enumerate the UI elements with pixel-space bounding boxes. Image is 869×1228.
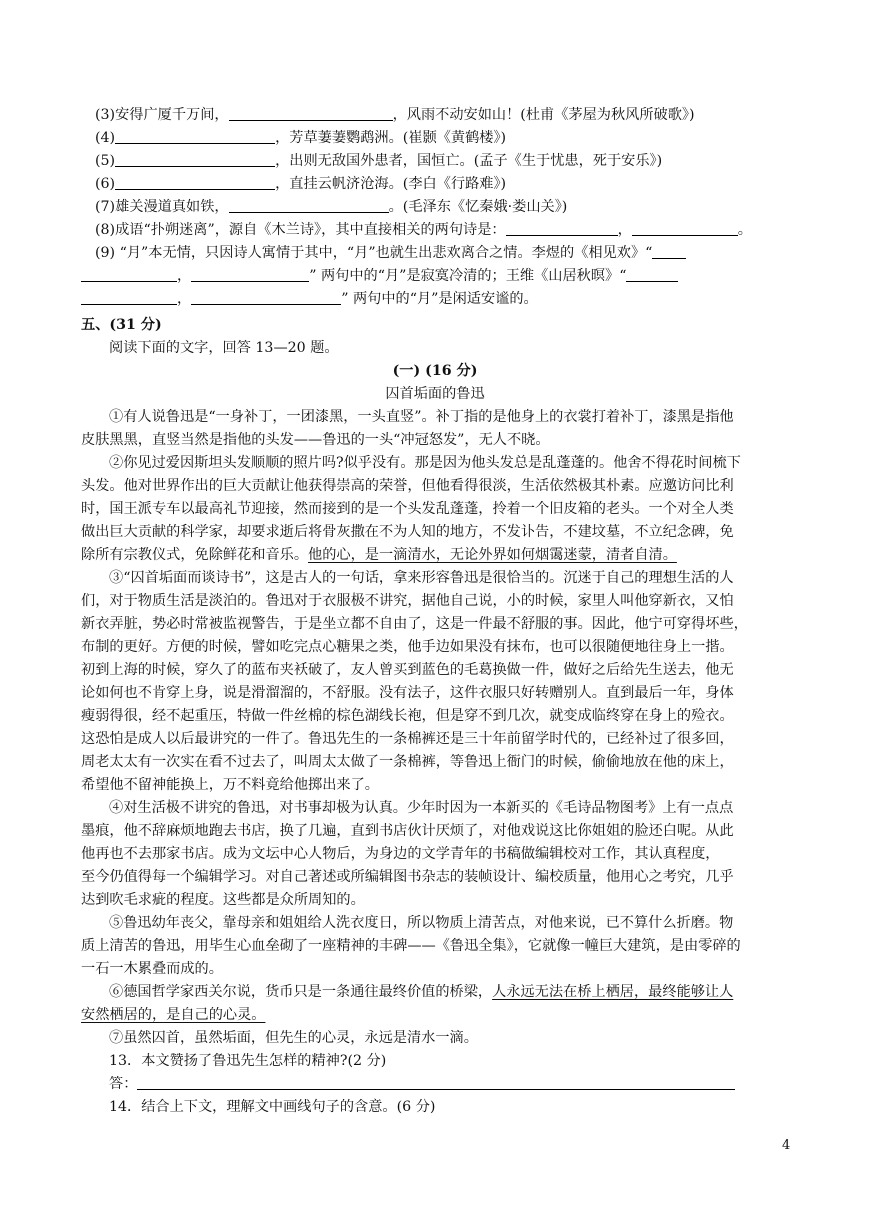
underlined-sentence-1: 他的心，是一滴清水，无论外界如何烟霭迷蒙，清者自清。	[308, 547, 677, 563]
section-heading: 五、(31 分)	[81, 317, 162, 333]
question-13: 13．本文赞扬了鲁迅先生怎样的精神?(2 分)	[109, 1053, 387, 1069]
answer-line[interactable]	[137, 1074, 735, 1090]
paragraph-5-line: 质上清苦的鲁迅，用毕生心血垒砌了一座精神的丰碑——《鲁迅全集》，它就像一幢巨大建筑，是由零碎的	[81, 938, 741, 954]
paragraph-1-line: ①有人说鲁迅是“一身补丁，一团漆黑，一头直竖”。补丁指的是他身上的衣裳打着补丁，漆黑是指他	[109, 409, 734, 425]
paragraph-1-line: 皮肤黑黑，直竖当然是指他的头发——鲁迅的一头“冲冠怒发”，无人不晓。	[81, 432, 550, 448]
question-9-line-2: ， ” 两句中的“月”是寂寞冷清的；王维《山居秋暝》“	[81, 265, 789, 287]
answer-blank[interactable]	[191, 266, 309, 282]
question-9-line-1: (9) “月”本无情，只因诗人寓情于其中，“月”也就生出悲欢离合之情。李煜的《相见欢》“	[95, 242, 803, 264]
underlined-sentence-2: 人永远无法在桥上栖居，最终能够让人	[492, 984, 734, 1000]
paragraph-3-line: 希望他不留神能换上，万不料竟给他掷出来了。	[81, 777, 379, 793]
question-7: (7)雄关漫道真如铁， 。(毛泽东《忆秦娥·娄山关》)	[95, 199, 568, 215]
article-title: 囚首垢面的鲁迅	[385, 386, 485, 402]
page-number: 4	[782, 1138, 791, 1153]
paragraph-3-line: 布制的更好。方便的时候，譬如吃完点心糖果之类，他手边如果没有抹布，也可以很随便地往身上一揩。	[81, 639, 734, 655]
answer-blank[interactable]	[81, 266, 177, 282]
paragraph-4-line: 墨痕，他不辞麻烦地跑去书店，换了几遍，直到书店伙计厌烦了，对他戏说这比你姐姐的脸还白呢。从此	[81, 823, 734, 839]
answer-blank[interactable]	[191, 289, 341, 305]
paragraph-6-line	[81, 1004, 789, 1026]
question-4: (4) ，芳草萋萋鹦鹉洲。(崔颢《黄鹤楼》)	[95, 130, 507, 146]
answer-blank[interactable]	[506, 220, 618, 236]
answer-blank[interactable]	[115, 128, 275, 144]
paragraph-7-line: ⑦虽然囚首，虽然垢面，但先生的心灵，永远是清水一滴。	[109, 1030, 478, 1046]
paragraph-2-line: ②你见过爱因斯坦头发顺顺的照片吗?似乎没有。那是因为他头发总是乱蓬蓬的。他舍不得花时间梳下	[109, 455, 741, 471]
paragraph-4-line: ④对生活极不讲究的鲁迅，对书事却极为认真。少年时因为一本新买的《毛诗品物图考》上有一点点	[109, 800, 734, 816]
reading-instruction: 阅读下面的文字，回答 13—20 题。	[109, 340, 339, 356]
paragraph-2-line: 头发。他对世界作出的巨大贡献让他获得崇高的荣誉，但他看得很淡，生活依然极其朴素。应邀访问比利	[81, 478, 734, 494]
answer-blank[interactable]	[81, 289, 177, 305]
paragraph-4-line: 至今仍值得每一个编辑学习。对自己著述或所编辑图书杂志的装帧设计、编校质量，他用心之考究，几乎	[81, 869, 734, 885]
question-6: (6) ，直挂云帆济沧海。(李白《行路难》)	[95, 176, 507, 192]
answer-blank[interactable]	[652, 243, 686, 259]
paragraph-3-line: 瘦弱得很，经不起重压，特做一件丝棉的棕色湖线长袍，但是穿不到几次，就变成临终穿在身上的殓衣。	[81, 708, 734, 724]
question-5: (5) ，出则无敌国外患者，国恒亡。(孟子《生于忧患，死于安乐》)	[95, 153, 663, 169]
question-9-line-3: ， ” 两句中的“月”是闲适安谧的。	[81, 288, 789, 310]
paragraph-3-line: 初到上海的时候，穿久了的蓝布夹袄破了，友人曾买到蓝色的毛葛换做一件，做好之后给先生送去，他无	[81, 662, 734, 678]
question-14: 14．结合上下文，理解文中画线句子的含意。(6 分)	[109, 1099, 436, 1115]
answer-blank[interactable]	[632, 220, 738, 236]
paragraph-3-line: 新衣弄脏，势必时常被监视警告，于是坐立都不自由了，这是一件最不舒服的事。因此，他宁可穿得坏些，	[81, 616, 748, 632]
answer-blank[interactable]	[115, 174, 275, 190]
paragraph-2-line: 时，国王派专车以最高礼节迎接，然而接到的是一个头发乱蓬蓬，拎着一个旧皮箱的老头。一个对全人类	[81, 501, 734, 517]
answer-blank[interactable]	[229, 197, 389, 213]
question-8: (8)成语“扑朔迷离”，源自《木兰诗》，其中直接相关的两句诗是： ， 。	[95, 222, 752, 238]
answer-blank[interactable]	[626, 266, 678, 282]
paragraph-4-line: 达到吹毛求疵的程度。这些都是众所周知的。	[81, 892, 365, 908]
paragraph-2-line: 除所有宗教仪式，免除鲜花和音乐。他的心，是一滴清水，无论外界如何烟霭迷蒙，清者自清。	[81, 547, 677, 563]
paragraph-4-line: 他再也不去那家书店。成为文坛中心人物后，为身边的文学青年的书稿做编辑校对工作，其认真程度，	[81, 846, 720, 862]
underlined-sentence-2-cont: 安然栖居的，是自己的心灵。	[81, 1007, 266, 1023]
paragraph-5-line: 一石一木累叠而成的。	[81, 961, 223, 977]
question-13-answer: 答：	[109, 1073, 817, 1095]
part-title: (一) (16 分)	[392, 363, 478, 379]
paragraph-3-line: 们，对于物质生活是淡泊的。鲁迅对于衣服极不讲究，据他自己说，小的时候，家里人叫他穿新衣，又怕	[81, 593, 734, 609]
question-3: (3)安得广厦千万间， ，风雨不动安如山！(杜甫《茅屋为秋风所破歌》)	[95, 107, 695, 123]
paragraph-2-line: 做出巨大贡献的科学家，却要求逝后将骨灰撒在不为人知的地方，不发讣告，不建坟墓，不立纪念碑，免	[81, 524, 734, 540]
paragraph-3-line: 周老太太有一次实在看不过去了，叫周太太做了一条棉裤，等鲁迅上衙门的时候，偷偷地放在他的床上，	[81, 754, 734, 770]
answer-blank[interactable]	[115, 151, 275, 167]
paragraph-3-line: ③“囚首垢面而谈诗书”，这是古人的一句话，拿来形容鲁迅是很恰当的。沉迷于自己的理想生活的人	[109, 570, 734, 586]
paragraph-6-line: ⑥德国哲学家西关尔说，货币只是一条通往最终价值的桥梁，人永远无法在桥上栖居，最终能够让人	[109, 984, 734, 1000]
paragraph-3-line: 论如何也不肯穿上身，说是滑溜溜的，不舒服。没有法子，这件衣服只好转赠别人。直到最后一年，身体	[81, 685, 734, 701]
paragraph-5-line: ⑤鲁迅幼年丧父，靠母亲和姐姐给人洗衣度日，所以物质上清苦点，对他来说，已不算什么折磨。物	[109, 915, 734, 931]
answer-blank[interactable]	[229, 105, 393, 121]
paragraph-3-line: 这恐怕是成人以后最讲究的一件了。鲁迅先生的一条棉裤还是三十年前留学时代的，已经补过了很多回，	[81, 731, 734, 747]
